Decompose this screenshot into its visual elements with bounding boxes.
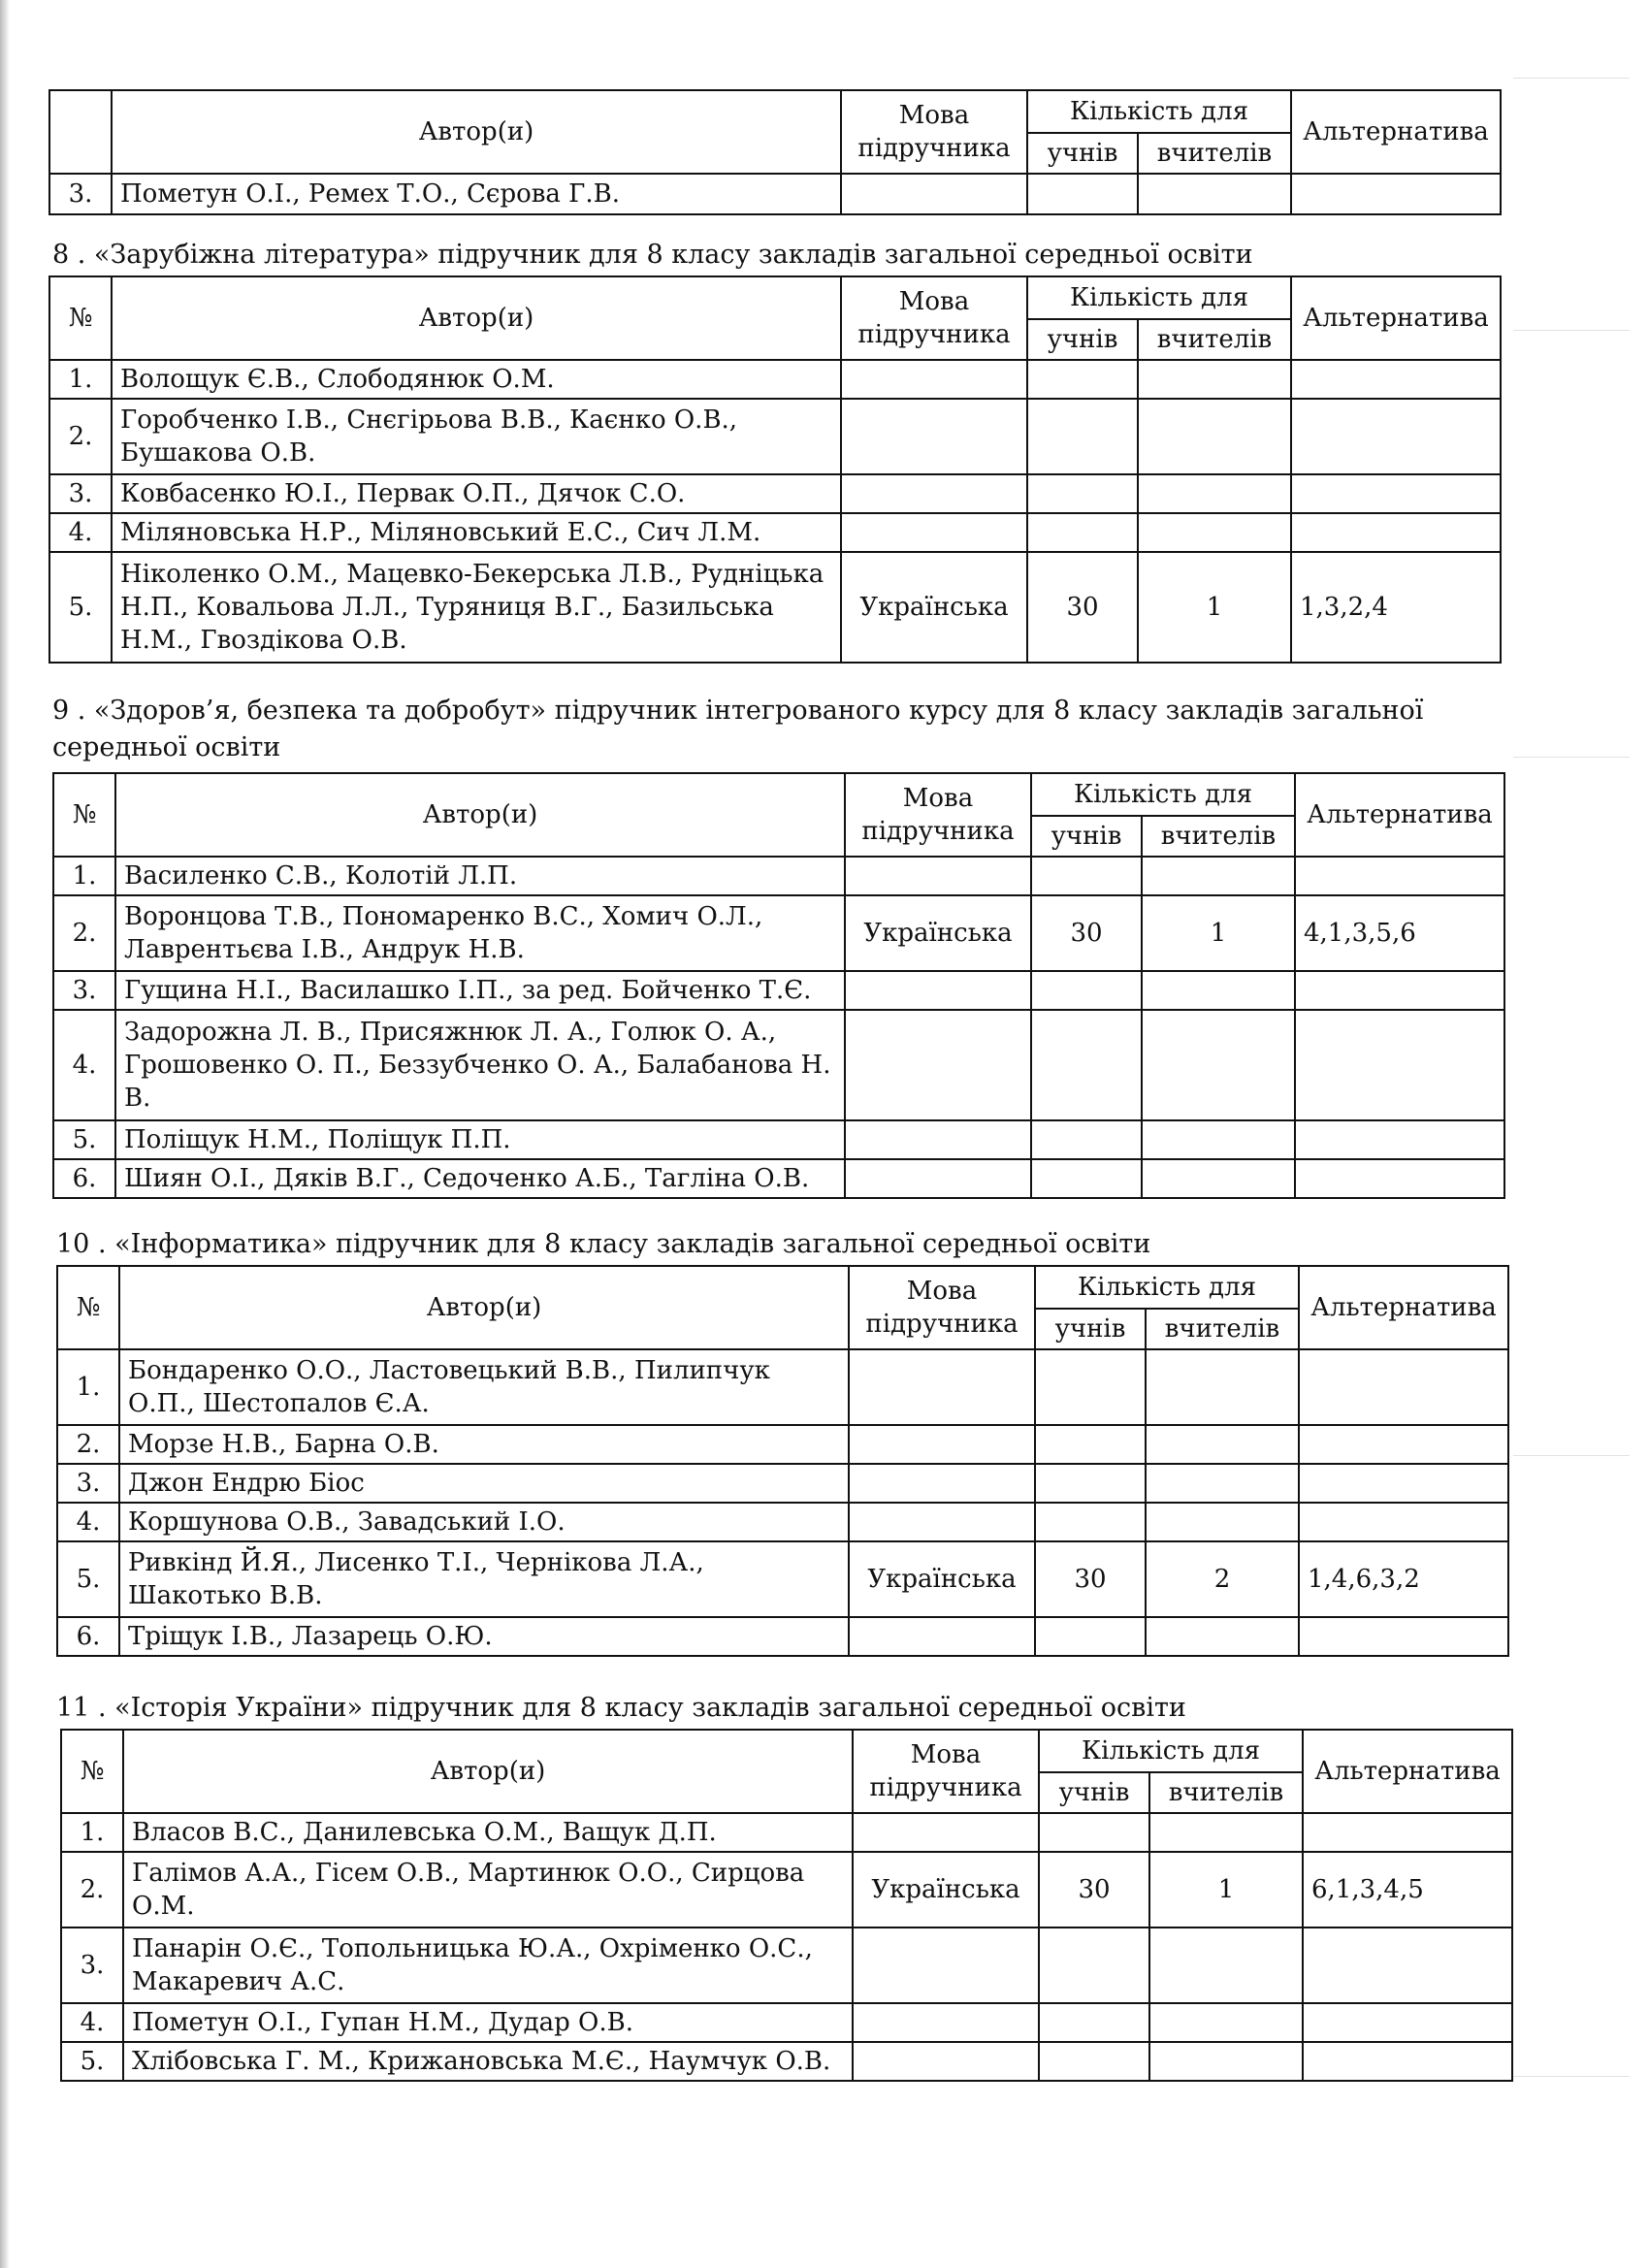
header-lang: Мова підручника [841, 90, 1027, 174]
row-number: 4. [53, 1010, 115, 1120]
table-row [53, 971, 1504, 1010]
row-author: Пометун О.І., Ремех Т.О., Сєрова Г.В. [112, 174, 841, 214]
row-author: Ніколенко О.М., Мацевко-Бекерська Л.В., Рудніцька Н.П., Ковальова Л.Л., Туряниця В.Г., Базильська Н.М., Гвоздікова О.В. [112, 552, 841, 663]
table-row [61, 1813, 1512, 1852]
section-title-10: 10 . «Інформатика» підручник для 8 класу закладів загальної середньої освіти [56, 1229, 1151, 1259]
table-row [57, 1541, 1508, 1617]
row-author: Галімов А.А., Гісем О.В., Мартинюк О.О., Сирцова О.М. [123, 1852, 853, 1928]
row-number: 3. [49, 174, 112, 214]
row-number: 3. [53, 971, 115, 1010]
table-row [49, 360, 1501, 399]
table-row [53, 1120, 1504, 1159]
row-lang: Українська [841, 552, 1027, 663]
table-header-row [57, 1266, 1508, 1309]
row-author: Шиян О.І., Дяків В.Г., Седоченко А.Б., Тагліна О.В. [115, 1159, 845, 1198]
bleed-line [1513, 78, 1630, 79]
row-author: Коршунова О.В., Завадський І.О. [119, 1503, 849, 1541]
table-section-8 [48, 275, 1502, 664]
table-section-11 [60, 1729, 1513, 2082]
table-row [49, 399, 1501, 474]
row-author: Тріщук І.В., Лазарець О.Ю. [119, 1617, 849, 1656]
row-students: 30 [1031, 895, 1142, 971]
table-header-row [53, 773, 1504, 816]
header-students: учнів [1027, 319, 1138, 360]
table-row [49, 513, 1501, 552]
header-author: Автор(и) [115, 773, 845, 857]
header-students: учнів [1039, 1772, 1149, 1813]
table-row [53, 895, 1504, 971]
header-lang: Мова підручника [845, 773, 1031, 857]
row-number: 4. [49, 513, 112, 552]
table-row [49, 552, 1501, 663]
header-teachers: вчителів [1146, 1309, 1299, 1349]
row-number: 6. [53, 1159, 115, 1198]
row-number: 2. [61, 1852, 123, 1928]
header-students: учнів [1031, 816, 1142, 857]
row-author: Гущина Н.І., Василашко І.П., за ред. Бойченко Т.Є. [115, 971, 845, 1010]
header-author: Автор(и) [112, 90, 841, 174]
row-author: Горобченко І.В., Снєгірьова В.В., Каєнко О.В., Бушакова О.В. [112, 399, 841, 474]
row-author: Воронцова Т.В., Пономаренко В.С., Хомич О.Л., Лаврентьєва І.В., Андрук Н.В. [115, 895, 845, 971]
row-teachers: 1 [1138, 552, 1291, 663]
row-number: 6. [57, 1617, 119, 1656]
row-students: 30 [1039, 1852, 1149, 1928]
table-header-row [49, 276, 1501, 319]
row-teachers: 1 [1142, 895, 1295, 971]
row-number: 4. [61, 2003, 123, 2042]
row-teachers: 2 [1146, 1541, 1299, 1617]
table-row [61, 2003, 1512, 2042]
row-number: 3. [49, 474, 112, 513]
header-num [49, 90, 112, 174]
header-author: Автор(и) [119, 1266, 849, 1349]
table-row [57, 1464, 1508, 1503]
row-number: 2. [53, 895, 115, 971]
row-author: Власов В.С., Данилевська О.М., Ващук Д.П. [123, 1813, 853, 1852]
row-number: 1. [53, 857, 115, 895]
header-author: Автор(и) [123, 1730, 853, 1813]
table-row [53, 1159, 1504, 1198]
row-author: Морзе Н.В., Барна О.В. [119, 1425, 849, 1464]
header-count: Кількість для [1027, 90, 1291, 133]
row-number: 5. [49, 552, 112, 663]
header-count: Кількість для [1027, 276, 1291, 319]
table-row [49, 474, 1501, 513]
row-author: Панарін О.Є., Топольницька Ю.А., Охріменко О.С., Макаревич А.С. [123, 1928, 853, 2003]
section-title-8: 8 . «Зарубіжна література» підручник для 8 класу закладів загальної середньої освіти [52, 240, 1253, 270]
table-row [57, 1425, 1508, 1464]
row-author: Василенко С.В., Колотій Л.П. [115, 857, 845, 895]
row-alt: 6,1,3,4,5 [1303, 1852, 1512, 1928]
row-author: Ковбасенко Ю.І., Первак О.П., Дячок С.О. [112, 474, 841, 513]
header-num: № [61, 1730, 123, 1813]
header-lang: Мова підручника [853, 1730, 1039, 1813]
row-lang: Українська [849, 1541, 1035, 1617]
bleed-line [1513, 330, 1630, 331]
table-row [49, 174, 1501, 214]
table-row [57, 1349, 1508, 1425]
table-header-row [61, 1730, 1512, 1772]
table-row [61, 1852, 1512, 1928]
header-alt: Альтернатива [1291, 276, 1501, 360]
header-num: № [53, 773, 115, 857]
row-author: Міляновська Н.Р., Міляновський Е.С., Сич Л.М. [112, 513, 841, 552]
row-number: 5. [57, 1541, 119, 1617]
row-author: Поліщук Н.М., Поліщук П.П. [115, 1120, 845, 1159]
row-author: Ривкінд Й.Я., Лисенко Т.І., Чернікова Л.А., Шакотько В.В. [119, 1541, 849, 1617]
table-row [53, 857, 1504, 895]
header-students: учнів [1035, 1309, 1146, 1349]
row-author: Волощук Є.В., Слободянюк О.М. [112, 360, 841, 399]
header-num: № [49, 276, 112, 360]
header-teachers: вчителів [1142, 816, 1295, 857]
row-number: 1. [49, 360, 112, 399]
row-alt: 4,1,3,5,6 [1295, 895, 1504, 971]
table-section-9 [52, 772, 1505, 1199]
row-number: 5. [53, 1120, 115, 1159]
table-row [57, 1617, 1508, 1656]
row-number: 3. [57, 1464, 119, 1503]
header-author: Автор(и) [112, 276, 841, 360]
bleed-line [1513, 757, 1630, 758]
row-lang [841, 174, 1027, 214]
row-alt: 1,4,6,3,2 [1299, 1541, 1508, 1617]
bleed-line [1513, 1455, 1630, 1456]
header-teachers: вчителів [1138, 133, 1291, 174]
table-row [61, 1928, 1512, 2003]
header-lang: Мова підручника [841, 276, 1027, 360]
header-alt: Альтернатива [1291, 90, 1501, 174]
header-alt: Альтернатива [1299, 1266, 1508, 1349]
bleed-line [1513, 2076, 1630, 2077]
table-section-10 [56, 1265, 1509, 1657]
row-lang: Українська [853, 1852, 1039, 1928]
section-title-11: 11 . «Історія України» підручник для 8 класу закладів загальної середньої освіти [56, 1693, 1186, 1723]
row-author: Бондаренко О.О., Ластовецький В.В., Пилипчук О.П., Шестопалов Є.А. [119, 1349, 849, 1425]
row-number: 4. [57, 1503, 119, 1541]
row-teachers: 1 [1149, 1852, 1303, 1928]
row-author: Задорожна Л. В., Присяжнюк Л. А., Голюк О. А., Грошовенко О. П., Беззубченко О. А., Балабанова Н. В. [115, 1010, 845, 1120]
header-count: Кількість для [1039, 1730, 1303, 1772]
row-lang: Українська [845, 895, 1031, 971]
header-alt: Альтернатива [1303, 1730, 1512, 1813]
header-count: Кількість для [1031, 773, 1295, 816]
row-teachers [1138, 174, 1291, 214]
table-section-7 [48, 89, 1502, 215]
row-number: 1. [57, 1349, 119, 1425]
table-header-row [49, 90, 1501, 133]
header-teachers: вчителів [1138, 319, 1291, 360]
row-alt: 1,3,2,4 [1291, 552, 1501, 663]
row-number: 5. [61, 2042, 123, 2081]
row-students: 30 [1035, 1541, 1146, 1617]
row-students [1027, 174, 1138, 214]
header-students: учнів [1027, 133, 1138, 174]
table-row [61, 2042, 1512, 2081]
section-title-9: 9 . «Здоров’я, безпека та добробут» підручник інтегрованого курсу для 8 класу закладів загальної середньої освіти [52, 696, 1433, 762]
row-number: 2. [49, 399, 112, 474]
table-row [53, 1010, 1504, 1120]
row-students: 30 [1027, 552, 1138, 663]
row-number: 1. [61, 1813, 123, 1852]
row-alt [1291, 174, 1501, 214]
header-lang: Мова підручника [849, 1266, 1035, 1349]
row-author: Пометун О.І., Гупан Н.М., Дудар О.В. [123, 2003, 853, 2042]
table-row [57, 1503, 1508, 1541]
scan-edge [0, 0, 10, 2268]
row-number: 2. [57, 1425, 119, 1464]
header-alt: Альтернатива [1295, 773, 1504, 857]
row-number: 3. [61, 1928, 123, 2003]
header-count: Кількість для [1035, 1266, 1299, 1309]
row-author: Хлібовська Г. М., Крижановська М.Є., Наумчук О.В. [123, 2042, 853, 2081]
header-teachers: вчителів [1149, 1772, 1303, 1813]
row-author: Джон Ендрю Біос [119, 1464, 849, 1503]
header-num: № [57, 1266, 119, 1349]
